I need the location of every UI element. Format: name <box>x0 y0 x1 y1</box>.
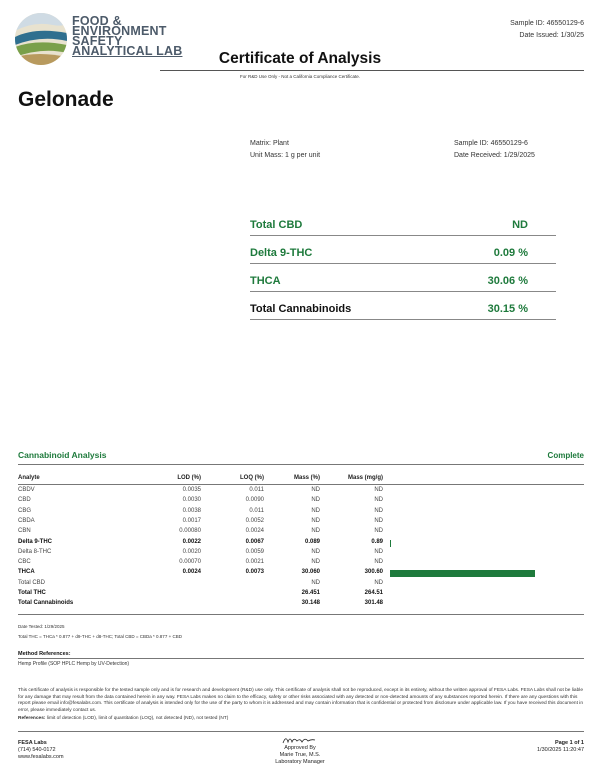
lab-name: FOOD & ENVIRONMENT SAFETY ANALYTICAL LAB <box>72 14 183 58</box>
mass-mg-cell: ND <box>374 579 383 586</box>
document-title: Certificate of Analysis <box>218 50 382 67</box>
lod-cell: 0.0020 <box>182 548 201 555</box>
header-sample-info <box>510 18 584 42</box>
mass-pct-cell: 30.148 <box>301 600 320 607</box>
analyte-cell: Total CBD <box>18 579 46 586</box>
mass-mg-cell: ND <box>374 559 383 566</box>
table-row <box>18 539 584 549</box>
lod-cell: 0.00080 <box>179 528 201 535</box>
date-received: Date Received: 1/29/2025 <box>454 152 535 159</box>
signature-icon <box>250 734 350 745</box>
references-label: References: <box>18 716 46 721</box>
lod-cell: 0.00070 <box>179 559 201 566</box>
table-header-divider <box>18 484 584 485</box>
table-row <box>18 549 584 559</box>
analyte-cell: Delta 9-THC <box>18 538 53 545</box>
mass-pct-cell: 26.451 <box>301 590 320 596</box>
summary-label: THCA <box>250 275 281 287</box>
table-row <box>18 569 584 579</box>
table-bottom-divider <box>18 614 584 615</box>
sample-id: Sample ID: 46550129-6 <box>454 140 528 147</box>
col-loq: LOQ (%) <box>240 475 264 481</box>
mass-pct-cell: ND <box>311 548 320 555</box>
summary-value: 30.06 % <box>487 275 528 287</box>
analyte-cell: CBDV <box>18 487 35 493</box>
product-name: Gelonade <box>18 88 114 111</box>
sample-matrix-block <box>250 138 320 162</box>
mass-bar <box>390 570 535 577</box>
col-mass-pct: Mass (%) <box>293 475 320 481</box>
summary-value: 0.09 % <box>493 247 528 259</box>
footer-lab-contact <box>18 740 64 761</box>
mass-pct-cell: ND <box>311 559 320 566</box>
mass-pct-cell: ND <box>311 528 320 535</box>
table-row <box>18 600 584 610</box>
mass-mg-cell: ND <box>374 497 383 504</box>
references-line <box>18 716 584 723</box>
table-row <box>18 590 584 600</box>
mass-pct-cell: ND <box>311 497 320 504</box>
table-row <box>18 559 584 569</box>
section-divider <box>18 464 584 465</box>
analyte-cell: CBN <box>18 528 31 535</box>
analyte-cell: CBG <box>18 507 32 514</box>
approver-title: Laboratory Manager <box>275 759 325 765</box>
method-title: Method References: <box>18 651 71 657</box>
table-row <box>18 580 584 590</box>
header-sample-id: Sample ID: 46550129-6 <box>510 20 584 27</box>
lod-cell: 0.0024 <box>182 569 201 576</box>
summary-label: Total CBD <box>250 219 303 231</box>
summary-row-total-cannabinoids <box>250 292 556 320</box>
footer-lab-name: FESA Labs <box>18 740 47 746</box>
total-formula: Total THC = THCa * 0.877 + d9-THC + d8-THC; Total CBD = CBDa * 0.877 + CBD <box>18 634 182 639</box>
analysis-title: Cannabinoid Analysis <box>18 450 107 460</box>
method-text: Hemp Profile (SOP HPLC Hemp by UV-Detection) <box>18 661 130 667</box>
mass-pct-cell: 30.060 <box>301 569 320 576</box>
analyte-cell: Delta 8-THC <box>18 548 52 555</box>
analyte-cell: CBC <box>18 559 31 566</box>
summary-label: Delta 9-THC <box>250 247 313 259</box>
loq-cell: 0.011 <box>249 487 264 493</box>
analyte-cell: Total THC <box>18 590 46 596</box>
loq-cell: 0.0021 <box>245 559 264 566</box>
header-date-issued: Date Issued: 1/30/25 <box>519 32 584 39</box>
summary-value: 30.15 % <box>487 303 528 315</box>
footer-website: www.fesalabs.com <box>18 754 64 760</box>
footer-divider <box>18 731 584 732</box>
summary-label: Total Cannabinoids <box>250 303 352 315</box>
lod-cell: 0.0030 <box>182 497 201 504</box>
loq-cell: 0.0090 <box>245 497 264 504</box>
table-row <box>18 518 584 528</box>
analyte-cell: CBD <box>18 497 31 504</box>
loq-cell: 0.0073 <box>245 569 264 576</box>
mass-mg-cell: 300.60 <box>364 569 383 576</box>
loq-cell: 0.0059 <box>245 548 264 555</box>
analyte-cell: CBDA <box>18 517 35 524</box>
disclaimer-text: This certificate of analysis is responsible for the tested sample only and is for research and development (R&D) use only. This certificate of analysis shall not be reproduced, except in its entirety, without the written approval of FESA Labs. FESA Labs shall not be liable for any damage that may result from the data contained herein in any way. FESA Labs makes no claim to the efficacy, safety or other risks associated with any detected or non-detected amounts of any substances reported herein. If there are any questions with this report please email info@fesalabs.com. This certificate of analysis is intended only for the use of the party to whom it is addressed and may contain information that is confidential or protected from disclosure under applicable law. If you have received this document in error, please immediately contact us. <box>18 688 583 713</box>
report-datetime: 1/30/2025 11:20:47 <box>537 747 584 753</box>
mass-pct-cell: ND <box>311 507 320 514</box>
mass-pct-cell: ND <box>311 487 320 493</box>
method-divider <box>18 658 584 659</box>
unit-mass: Unit Mass: 1 g per unit <box>250 152 321 159</box>
analysis-status: Complete <box>547 451 584 460</box>
col-analyte: Analyte <box>18 475 40 481</box>
mass-mg-cell: ND <box>374 528 383 535</box>
mass-mg-cell: 301.48 <box>364 600 383 607</box>
mass-mg-cell: 264.51 <box>364 590 383 596</box>
summary-row-thca <box>250 264 556 292</box>
mass-mg-cell: ND <box>374 548 383 555</box>
col-lod: LOD (%) <box>177 475 201 481</box>
rd-use-note: For R&D Use Only - Not a California Compliance Certificate. <box>239 74 361 79</box>
lod-cell: 0.0038 <box>182 507 201 514</box>
mass-mg-cell: 0.89 <box>371 538 383 545</box>
loq-cell: 0.0052 <box>245 517 264 524</box>
lod-cell: 0.0035 <box>182 487 201 493</box>
lod-cell: 0.0017 <box>182 517 201 524</box>
summary-row-delta9 <box>250 236 556 264</box>
references-text: limit of detection (LOD), limit of quantitation (LOQ), not detected (ND), not tested (NT) <box>46 716 229 721</box>
loq-cell: 0.0067 <box>245 538 264 545</box>
summary-value: ND <box>512 219 528 231</box>
mass-pct-cell: ND <box>311 579 320 586</box>
loq-cell: 0.0024 <box>245 528 264 535</box>
analyte-cell: Total Cannabinoids <box>18 600 74 607</box>
table-row <box>18 487 584 497</box>
col-mass-mg: Mass (mg/g) <box>347 475 383 481</box>
lod-cell: 0.0022 <box>182 538 201 545</box>
sample-id-block <box>454 138 535 162</box>
analyte-cell: THCA <box>18 569 35 576</box>
date-tested: Date Tested: 1/29/2025 <box>18 624 65 629</box>
page-number: Page 1 of 1 <box>554 740 584 746</box>
footer-phone: (714) 540-0172 <box>18 747 56 753</box>
table-row <box>18 497 584 507</box>
mass-mg-cell: ND <box>374 517 383 524</box>
mass-mg-cell: ND <box>374 487 383 493</box>
approver-name: Marie True, M.S. <box>279 752 321 758</box>
footer-approval <box>250 734 350 766</box>
title-divider <box>160 70 584 71</box>
matrix: Matrix: Plant <box>250 140 289 147</box>
approved-by: Approved By <box>284 745 316 751</box>
table-row <box>18 528 584 538</box>
mass-bar <box>390 540 391 547</box>
summary-row-total-cbd <box>250 208 556 236</box>
mass-mg-cell: ND <box>374 507 383 514</box>
table-row <box>18 508 584 518</box>
mass-pct-cell: 0.089 <box>304 538 320 545</box>
footer-page-info <box>537 740 584 754</box>
mass-pct-cell: ND <box>311 517 320 524</box>
loq-cell: 0.011 <box>249 507 264 514</box>
